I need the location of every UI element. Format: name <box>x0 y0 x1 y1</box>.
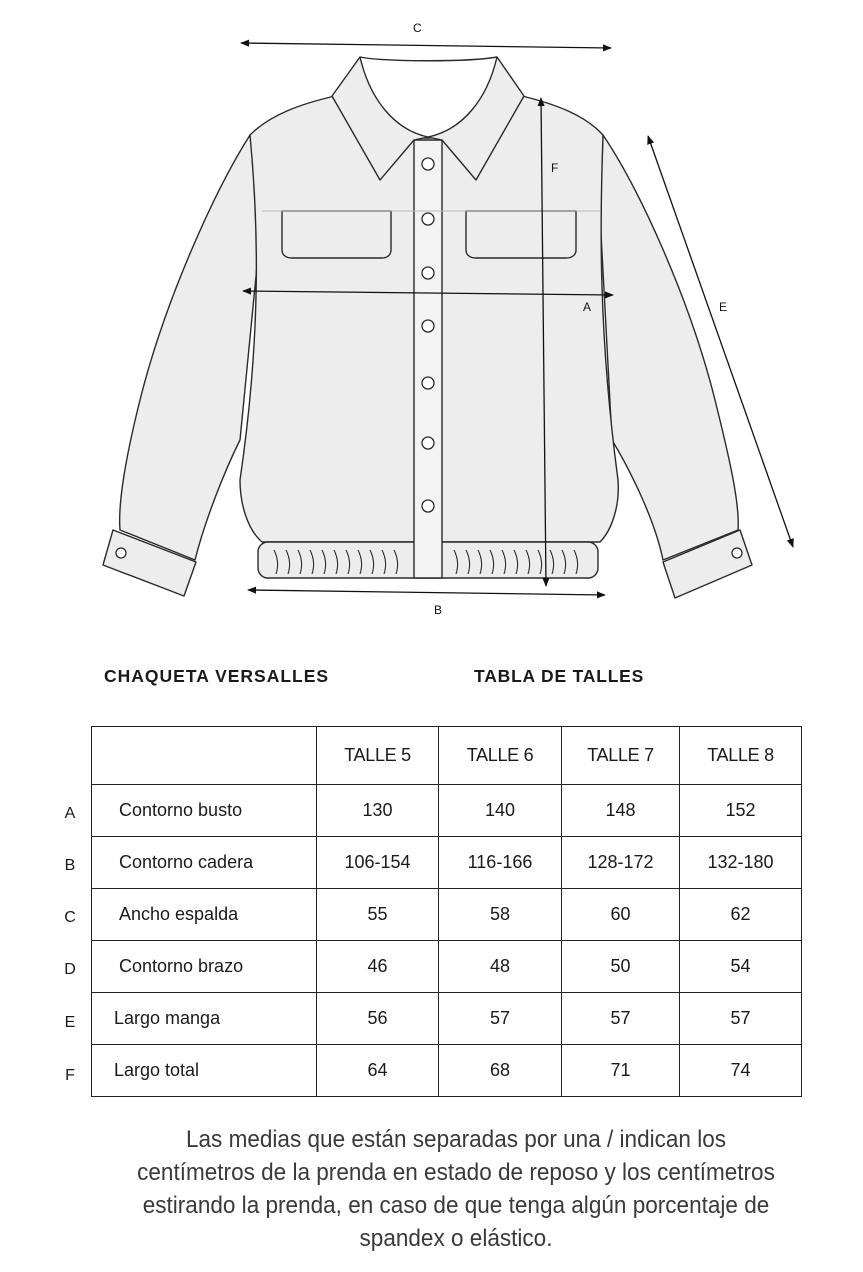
row-label: Largo manga <box>92 993 317 1045</box>
button <box>422 213 434 225</box>
button <box>422 500 434 512</box>
cell-value: 48 <box>439 941 562 993</box>
product-title: CHAQUETA VERSALLES <box>104 666 330 686</box>
table-row <box>92 1045 802 1097</box>
left-pocket <box>282 211 391 258</box>
row-label: Contorno busto <box>92 785 317 837</box>
cell-value: 106-154 <box>317 837 439 889</box>
cell-value: 148 <box>562 785 680 837</box>
measure-b-arrow <box>248 590 605 595</box>
table-row <box>92 941 802 993</box>
table-row <box>92 785 802 837</box>
button <box>422 377 434 389</box>
header-talle-7: TALLE 7 <box>562 727 680 785</box>
measure-a-label: A <box>583 300 592 314</box>
row-label: Contorno brazo <box>92 941 317 993</box>
row-label: Ancho espalda <box>92 889 317 941</box>
row-letter: A <box>64 805 76 822</box>
header-talle-8: TALLE 8 <box>680 727 802 785</box>
row-label: Contorno cadera <box>92 837 317 889</box>
button <box>422 437 434 449</box>
measure-b-label: B <box>434 603 443 617</box>
cuff-button <box>732 548 742 558</box>
row-letter: E <box>64 1014 76 1031</box>
measure-c-label: C <box>413 21 422 35</box>
right-pocket <box>466 211 576 258</box>
button <box>422 158 434 170</box>
row-label: Largo total <box>92 1045 317 1097</box>
button <box>422 267 434 279</box>
cell-value: 64 <box>317 1045 439 1097</box>
cell-value: 54 <box>680 941 802 993</box>
cell-value: 130 <box>317 785 439 837</box>
collar-band <box>360 57 497 61</box>
header-row <box>92 727 802 785</box>
cell-value: 57 <box>680 993 802 1045</box>
table-row <box>92 993 802 1045</box>
cell-value: 116-166 <box>439 837 562 889</box>
row-letter: B <box>64 857 76 874</box>
row-letter: C <box>64 909 76 926</box>
cell-value: 74 <box>680 1045 802 1097</box>
button <box>422 320 434 332</box>
cuff-button <box>116 548 126 558</box>
cell-value: 62 <box>680 889 802 941</box>
cell-value: 58 <box>439 889 562 941</box>
cell-value: 57 <box>439 993 562 1045</box>
size-table <box>91 726 802 1097</box>
cell-value: 60 <box>562 889 680 941</box>
row-letter: D <box>64 961 76 978</box>
table-row <box>92 889 802 941</box>
measure-c-arrow <box>241 43 611 48</box>
cell-value: 57 <box>562 993 680 1045</box>
cell-value: 46 <box>317 941 439 993</box>
measure-f-label: F <box>551 161 559 175</box>
cell-value: 55 <box>317 889 439 941</box>
chart-title: TABLA DE TALLES <box>474 666 645 686</box>
measure-e-label: E <box>719 300 728 314</box>
cell-value: 132-180 <box>680 837 802 889</box>
cell-value: 56 <box>317 993 439 1045</box>
row-letter: F <box>65 1067 75 1084</box>
header-talle-5: TALLE 5 <box>317 727 439 785</box>
right-sleeve <box>600 135 738 560</box>
header-empty-cell <box>92 727 317 785</box>
header-talle-6: TALLE 6 <box>439 727 562 785</box>
cell-value: 152 <box>680 785 802 837</box>
cell-value: 128-172 <box>562 837 680 889</box>
cell-value: 71 <box>562 1045 680 1097</box>
sizing-note: Las medias que están separadas por una / indican los centímetros de la prenda en estado de reposo y los centímetros estirando la prenda, en caso de que tenga algún porcentaje de spandex o elástico. <box>137 1126 775 1252</box>
table-row <box>92 837 802 889</box>
cell-value: 50 <box>562 941 680 993</box>
cell-value: 140 <box>439 785 562 837</box>
cell-value: 68 <box>439 1045 562 1097</box>
